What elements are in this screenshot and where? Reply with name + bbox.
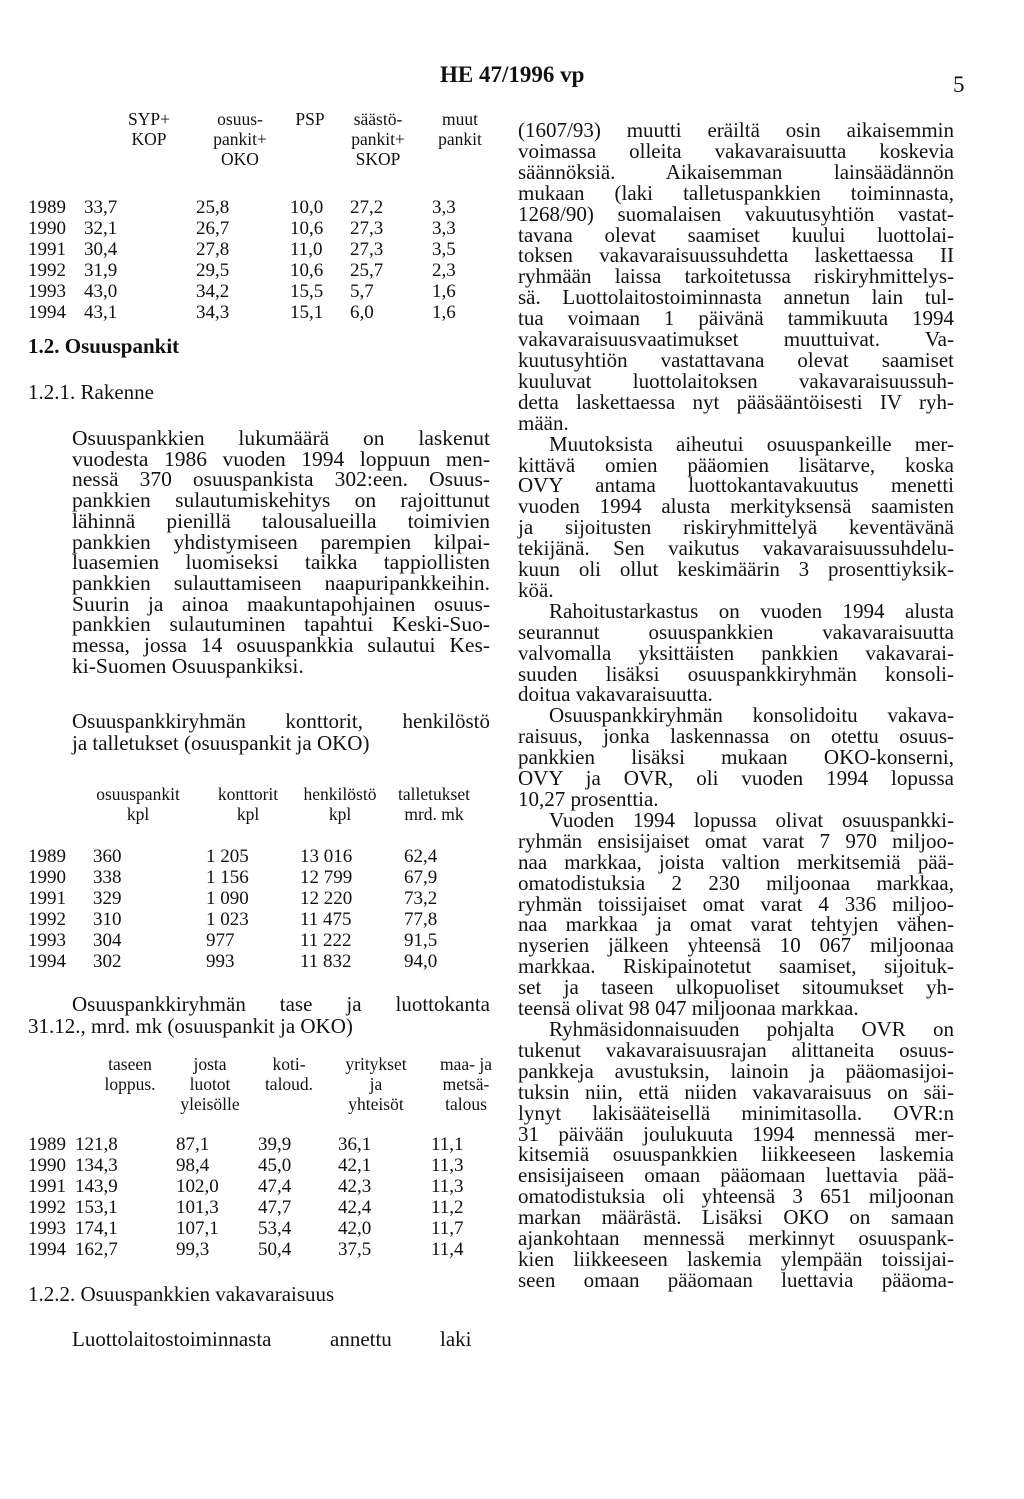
- table-cell: 12 799: [300, 867, 353, 888]
- table-cell: 1,6: [432, 281, 456, 302]
- col-header-syp-kop: SYP+ KOP: [128, 109, 170, 149]
- table-cell: 31,9: [84, 260, 118, 281]
- col-header-konttorit: konttorit kpl: [217, 784, 279, 824]
- branches-staff-deposits-table: [28, 784, 498, 972]
- text-line: ryhmän toissijaiset omat varat 4 336 miljoo-: [518, 891, 954, 916]
- text-line: voimassa olleita vakavaraisuutta koskevia: [518, 138, 954, 163]
- table-cell: 3,3: [432, 218, 456, 239]
- table-cell: 27,8: [196, 239, 230, 260]
- table-cell: 153,1: [75, 1197, 118, 1218]
- text-line: pankkeja avustuksin, lainoin ja pääomasijoi-: [518, 1058, 954, 1083]
- table-cell: 1992: [28, 1197, 66, 1218]
- text-line: pankkien yhdistymiseen parempien kilpai-: [72, 529, 490, 554]
- table-cell: 73,2: [404, 888, 438, 909]
- text-line: naa markkaa ja omat varat tehtyjen vähen-: [518, 912, 954, 937]
- table-cell: 10,0: [290, 197, 324, 218]
- table-cell: 102,0: [176, 1176, 219, 1197]
- table-cell: 1989: [28, 1134, 66, 1155]
- text-line: valvomalla yksittäisten pankkien vakavarai-: [518, 640, 954, 665]
- table-cell: 101,3: [176, 1197, 219, 1218]
- text-line: OVY antama luottokantavakuutus menetti: [518, 473, 954, 498]
- col-header-josta-luotot: josta luotot yleisölle: [180, 1054, 240, 1114]
- table-cell: 10,6: [290, 260, 324, 281]
- table-cell: 1993: [28, 281, 66, 302]
- table-row: [28, 909, 498, 930]
- text-line: markkaa. Riskipainotetut saamiset, sijoituk-: [518, 954, 954, 979]
- text-line: raisuus, jonka laskennassa on otettu osuus-: [518, 724, 954, 749]
- text-line: luasemien luomiseksi taikka tappiollisten: [72, 550, 490, 575]
- text-line: Osuuspankkiryhmän konsolidoitu vakava-: [549, 703, 954, 728]
- col-header-taseen-loppus: taseen loppus.: [104, 1054, 156, 1094]
- col-header-henkilosto: henkilöstö kpl: [303, 784, 377, 824]
- text-line: tavana olevat saamiset kuului luottolai-: [518, 222, 954, 247]
- market-share-table-header: [28, 109, 498, 197]
- text-line: mukaan (laki talletuspankkien toiminnasta,: [518, 180, 954, 205]
- table-cell: 10,6: [290, 218, 324, 239]
- text-line: (1607/93) muutti eräiltä osin aikaisemmin: [518, 118, 954, 142]
- text-line: 31 päivään joulukuuta 1994 mennessä mer-: [518, 1121, 954, 1146]
- table-cell: 1 156: [206, 867, 249, 888]
- table-cell: 11,1: [431, 1134, 464, 1155]
- table-cell: 329: [93, 888, 122, 909]
- col-header-kotitaloud: koti- taloud.: [264, 1054, 314, 1094]
- table-row: [28, 1134, 498, 1155]
- table-cell: 1990: [28, 1155, 66, 1176]
- table-cell: 77,8: [404, 909, 438, 930]
- table-cell: 15,5: [290, 281, 324, 302]
- table-cell: 45,0: [258, 1155, 292, 1176]
- table-cell: 338: [93, 867, 122, 888]
- table-cell: 1994: [28, 1239, 66, 1260]
- col-header-talletukset: talletukset mrd. mk: [398, 784, 470, 824]
- table-cell: 310: [93, 909, 122, 930]
- table-cell: 107,1: [176, 1218, 219, 1239]
- col-header-maa-metsatalous: maa- ja metsä- talous: [440, 1054, 492, 1114]
- table-cell: 1993: [28, 1218, 66, 1239]
- table-cell: 143,9: [75, 1176, 118, 1197]
- table-cell: 11,7: [431, 1218, 464, 1239]
- text-line: lynyt lakisääteisellä minimitasolla. OVR:n: [518, 1100, 954, 1125]
- table-cell: 15,1: [290, 302, 324, 323]
- text-line: tuksin niin, että niiden vakavaraisuus on säi-: [518, 1079, 954, 1104]
- table-cell: 174,1: [75, 1218, 118, 1239]
- table-cell: 11,0: [290, 239, 323, 260]
- table-row: [28, 1239, 498, 1260]
- table-cell: 39,9: [258, 1134, 292, 1155]
- table-cell: 27,3: [350, 218, 384, 239]
- table-cell: 42,0: [338, 1218, 372, 1239]
- table-cell: 121,8: [75, 1134, 118, 1155]
- table-cell: 42,4: [338, 1197, 372, 1218]
- col-header-osuuspankit-oko: osuus- pankit+ OKO: [213, 109, 267, 169]
- page-number: 5: [953, 72, 965, 97]
- text-line: 1268/90) suomalaisen vakuutusyhtiön vastat-: [518, 201, 954, 226]
- table-cell: 11,4: [431, 1239, 464, 1260]
- table2-header: [28, 784, 498, 836]
- table-cell: 1991: [28, 888, 66, 909]
- text-line: Osuuspankkien lukumäärä on laskenut: [72, 426, 490, 450]
- table-cell: 27,2: [350, 197, 384, 218]
- table-cell: 91,5: [404, 930, 438, 951]
- text-line: ja sijoitusten riskiryhmittelyä keventävänä: [518, 515, 954, 540]
- table-cell: 1 023: [206, 909, 249, 930]
- section-heading-vakavaraisuus: 1.2.2. Osuuspankkien vakavaraisuus: [28, 1282, 335, 1306]
- text-line: ajankohtaan mennessä merkinnyt osuuspank-: [518, 1226, 954, 1251]
- table-row: [28, 846, 498, 867]
- table-cell: 87,1: [176, 1134, 210, 1155]
- table-cell: 26,7: [196, 218, 230, 239]
- table-cell: 34,3: [196, 302, 230, 323]
- text-line: nessä 370 osuuspankista 302:een. Osuus-: [72, 467, 490, 492]
- table-cell: 162,7: [75, 1239, 118, 1260]
- text-line: ensisijaiseen omaan pääomaan luettavia pää-: [518, 1163, 954, 1188]
- text-line: Ryhmäsidonnaisuuden pohjalta OVR on: [549, 1016, 954, 1041]
- table-cell: 36,1: [338, 1134, 372, 1155]
- text-line: sä. Luottolaitostoiminnasta annetun lain tul-: [518, 285, 954, 310]
- table-row: [28, 281, 498, 302]
- text-line: doitua vakavaraisuutta.: [518, 682, 713, 707]
- table-cell: 13 016: [300, 846, 353, 867]
- table-cell: 25,7: [350, 260, 384, 281]
- text-line: Rahoitustarkastus on vuoden 1994 alusta: [549, 598, 954, 623]
- text-line: omatodistuksia oli yhteensä 3 651 miljoonan: [518, 1184, 954, 1209]
- table-cell: 47,4: [258, 1176, 292, 1197]
- table-cell: 33,7: [84, 197, 118, 218]
- table-cell: 1992: [28, 909, 66, 930]
- table-cell: 3,3: [432, 197, 456, 218]
- section-heading-rakenne: 1.2.1. Rakenne: [28, 380, 154, 404]
- table-cell: 11 222: [300, 930, 352, 951]
- col-header-psp: PSP: [295, 109, 325, 129]
- table-cell: 67,9: [404, 867, 438, 888]
- text-line: Suurin ja ainoa maakuntapohjainen osuus-: [72, 591, 490, 616]
- table-cell: 3,5: [432, 239, 456, 260]
- table-cell: 304: [93, 930, 122, 951]
- balance-sheet-table: [28, 1054, 498, 1260]
- text-line: omatodistuksia 2 230 miljoonaa markkaa,: [518, 870, 954, 895]
- table-cell: 29,5: [196, 260, 230, 281]
- text-line: vakavaraisuusvaatimukset muuttuivat. Va-: [518, 327, 954, 352]
- table-cell: 1989: [28, 846, 66, 867]
- table-cell: 25,8: [196, 197, 230, 218]
- table-cell: 94,0: [404, 951, 438, 972]
- table-row: [28, 867, 498, 888]
- word-luottolaitostoiminnasta: Luottolaitostoiminnasta: [72, 1327, 272, 1351]
- text-line: vuoden 1994 alusta merkityksensä saamisten: [518, 494, 954, 519]
- table-cell: 1991: [28, 1176, 66, 1197]
- text-line: tukenut vakavaraisuusrajan alittaneita osuus-: [518, 1037, 954, 1062]
- table-cell: 302: [93, 951, 122, 972]
- text-line: kuuluvat luottolaitoksen vakavaraisuussuh-: [518, 368, 954, 393]
- col-header-yritykset: yritykset ja yhteisöt: [345, 1054, 407, 1114]
- text-line: teensä olivat 98 047 miljoonaa markkaa.: [518, 996, 859, 1021]
- table-cell: 5,7: [350, 281, 374, 302]
- table-cell: 1990: [28, 218, 66, 239]
- table-cell: 12 220: [300, 888, 353, 909]
- table-row: [28, 930, 498, 951]
- text-line: kitsemiä osuuspankkien liikkeeseen laskemia: [518, 1142, 954, 1167]
- text-line: nyserien jälkeen yhteensä 10 067 miljoonaa: [518, 933, 954, 958]
- text-line: pankkien sulautumiskehitys on rajoittunut: [72, 488, 490, 513]
- table-row: [28, 239, 498, 260]
- text-line: lähinnä pienillä talousalueilla toimivien: [72, 508, 490, 533]
- text-line: kuutusyhtiön vastattavana olevat saamiset: [518, 347, 954, 372]
- text-line: tua voimaan 1 päivänä tammikuuta 1994: [518, 306, 954, 331]
- text-line: 10,27 prosenttia.: [518, 787, 659, 811]
- table-cell: 30,4: [84, 239, 118, 260]
- table-cell: 1992: [28, 260, 66, 281]
- table-cell: 1991: [28, 239, 66, 260]
- text-line: messa, jossa 14 osuuspankkia sulautui Kes-: [72, 633, 490, 658]
- table-row: [28, 302, 498, 323]
- text-line: Muutoksista aiheutui osuuspankeille mer-: [549, 431, 954, 456]
- text-line: pankkien lisäksi mukaan OKO-konserni,: [518, 745, 954, 770]
- col-header-saastopankit-skop: säästö- pankit+ SKOP: [351, 109, 405, 169]
- table-row: [28, 1176, 498, 1197]
- text-line: köä.: [518, 577, 554, 602]
- table-row: [28, 197, 498, 218]
- table-cell: 32,1: [84, 218, 118, 239]
- table-cell: 43,1: [84, 302, 118, 323]
- word-laki: laki: [440, 1327, 472, 1351]
- text-line: kuun oli ollut keskimäärin 3 prosenttiyksik-: [518, 557, 954, 582]
- table-cell: 99,3: [176, 1239, 210, 1260]
- text-line: ki-Suomen Osuuspankiksi.: [72, 653, 304, 678]
- text-line: Vuoden 1994 lopussa olivat osuuspankki-: [549, 807, 954, 832]
- table-cell: 98,4: [176, 1155, 210, 1176]
- table-cell: 27,3: [350, 239, 384, 260]
- table-cell: 1,6: [432, 302, 456, 323]
- word-annettu: annettu: [330, 1327, 392, 1351]
- table-row: [28, 218, 498, 239]
- text-line: OVY ja OVR, oli vuoden 1994 lopussa: [518, 766, 954, 791]
- text-line: toksen vakavaraisuussuhdetta laskettaessa II: [518, 243, 954, 268]
- table-cell: 1989: [28, 197, 66, 218]
- text-line: pankkien sulautuminen tapahtui Keski-Suo-: [72, 612, 490, 637]
- col-header-muut-pankit: muut pankit: [438, 109, 482, 149]
- text-line: kittävä omien pääomien lisätarve, koska: [518, 452, 954, 477]
- table-cell: 11 475: [300, 909, 352, 930]
- table-row: [28, 1197, 498, 1218]
- paragraph-rakenne: [72, 428, 490, 676]
- text-line: vuodesta 1986 vuoden 1994 loppuun men-: [72, 446, 490, 471]
- table2-caption: Osuuspankkiryhmän konttorit, henkilöstö ja talletukset (osuuspankit ja OKO): [72, 709, 490, 755]
- col-header-osuuspankit: osuuspankit kpl: [96, 784, 180, 824]
- table-cell: 11,3: [431, 1155, 464, 1176]
- table-row: [28, 1218, 498, 1239]
- table-cell: 37,5: [338, 1239, 372, 1260]
- text-line: seurannut osuuspankkien vakavaraisuutta: [518, 619, 954, 644]
- text-line: ryhmän ensisijaiset omat varat 7 970 miljoo-: [518, 828, 954, 853]
- table-row: [28, 888, 498, 909]
- table-row: [28, 951, 498, 972]
- table-cell: 6,0: [350, 302, 374, 323]
- table3-header: [28, 1054, 498, 1126]
- table-cell: 1993: [28, 930, 66, 951]
- table-cell: 1994: [28, 951, 66, 972]
- table-cell: 1990: [28, 867, 66, 888]
- section-heading-osuuspankit: 1.2. Osuuspankit: [28, 334, 180, 358]
- table-cell: 11,2: [431, 1197, 464, 1218]
- table-cell: 42,1: [338, 1155, 372, 1176]
- text-line: mään.: [518, 410, 569, 435]
- table-cell: 53,4: [258, 1218, 292, 1239]
- right-column-text: [518, 120, 954, 1291]
- table-cell: 1 090: [206, 888, 249, 909]
- text-line: suuden lisäksi osuuspankkiryhmän konsoli-: [518, 661, 954, 686]
- table3-caption: Osuuspankkiryhmän tase ja luottokanta 31.12., mrd. mk (osuuspankit ja OKO): [28, 992, 490, 1038]
- text-line: pankkien sulauttamiseen naapuripankkeihin.: [72, 570, 490, 595]
- table-cell: 2,3: [432, 260, 456, 281]
- text-line: markan määrästä. Lisäksi OKO on samaan: [518, 1205, 954, 1230]
- table-cell: 134,3: [75, 1155, 118, 1176]
- table-cell: 360: [93, 846, 122, 867]
- table-row: [28, 1155, 498, 1176]
- table-cell: 11 832: [300, 951, 352, 972]
- page-header-title: HE 47/1996 vp: [440, 62, 585, 87]
- table-cell: 62,4: [404, 846, 438, 867]
- table-row: [28, 260, 498, 281]
- table-cell: 977: [206, 930, 235, 951]
- text-line: kien liikkeeseen laskemia ylempään toissijai-: [518, 1246, 954, 1271]
- table-cell: 43,0: [84, 281, 118, 302]
- text-line: set ja taseen ulkopuoliset sitoumukset yh-: [518, 975, 954, 1000]
- table-cell: 47,7: [258, 1197, 292, 1218]
- table-cell: 34,2: [196, 281, 230, 302]
- table-cell: 1 205: [206, 846, 249, 867]
- table-cell: 1994: [28, 302, 66, 323]
- table-cell: 993: [206, 951, 235, 972]
- text-line: tekijänä. Sen vaikutus vakavaraisuussuhdelu-: [518, 536, 954, 561]
- text-line: detta laskettaessa nyt pääsääntöisesti IV ryh-: [518, 389, 954, 414]
- text-line: seen omaan pääomaan luettavia pääoma-: [518, 1267, 954, 1292]
- market-share-table: [28, 109, 498, 323]
- table-cell: 11,3: [431, 1176, 464, 1197]
- text-line: säännöksiä. Aikaisemman lainsäädännön: [518, 159, 954, 184]
- text-line: naa markkaa, joista valtion merkitsemiä pää-: [518, 849, 954, 874]
- table-cell: 50,4: [258, 1239, 292, 1260]
- text-line: ryhmään laissa tarkoitetussa riskiryhmittelys-: [518, 264, 954, 289]
- table-cell: 42,3: [338, 1176, 372, 1197]
